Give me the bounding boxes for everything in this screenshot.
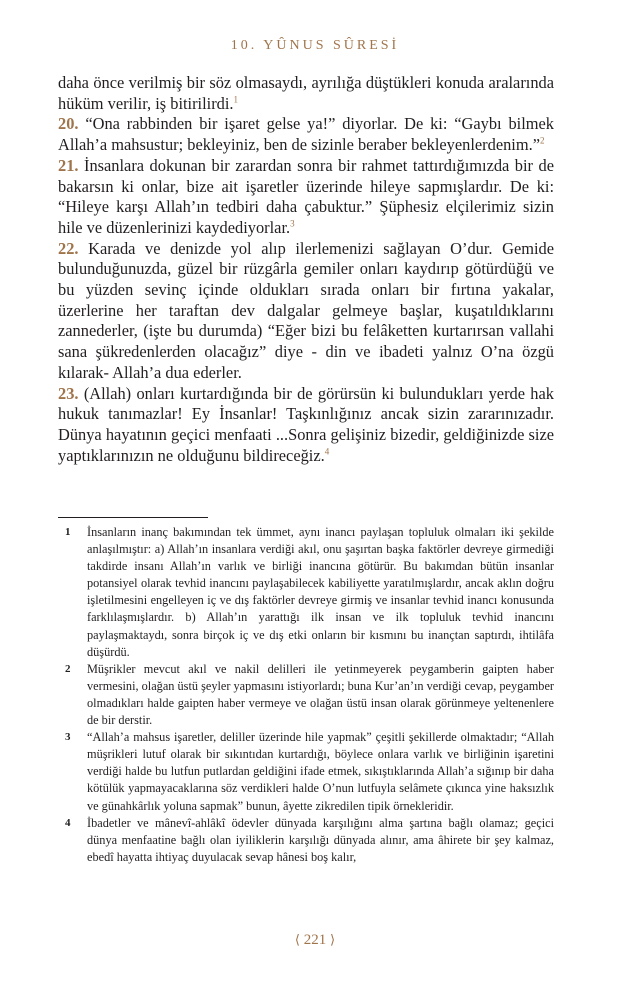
footnote-ref[interactable]: 1 bbox=[233, 94, 239, 105]
footnote-text: İnsanların inanç bakımından tek ümmet, aynı inancı paylaşan topluluk olmaları iki şekilde anlaşılmıştır: a) Allah’ın insanlara verdiği akıl, onu şaşırtan başka faktörler devreye girmediği takdirde insanı Allah’ın varlık ve birliği inancına götürür. Bu bakımdan bütün insanlar potansiyel olarak tevhid inancını paylaşabilecek kabiliyette yaratılmışlardır, ancak aklın doğru işletilmesini engelleyen iç ve dış faktörler devreye girmiş ve insanlar tevhid inancı konusunda farklılaşmışlardır. b) Allah’ın yarattığı ilk insan ve ilk topluluk tevhid inancını paylaşmaktaydı, sonra birçok iç ve dış etki onların bir kısmını bu inançtan saptırdı, ihtilâfa düşürdü. bbox=[87, 525, 554, 659]
page-number-footer bbox=[0, 932, 630, 949]
right-ornament-icon: ⟩ bbox=[330, 932, 336, 947]
verse-text: “Ona rabbinden bir işaret gelse ya!” diyorlar. De ki: “Gaybı bilmek Allah’a mahsustur; bekleyiniz, ben de sizinle beraber bekleyenlerdenim.” bbox=[58, 114, 554, 155]
footnote-ref[interactable]: 4 bbox=[324, 446, 330, 457]
footnote-text: “Allah’a mahsus işaretler, deliller üzerinde hile yapmak” çeşitli şekillerde olmaktadır; “Allah müşrikleri lutuf olarak bir sıkıntıdan kurtardığı, böylece onlara varlık ve birliğinin işaretini verdiği halde bu lutfun putlardan geldiğini ifade etmek, sıkıştıklarında Allah’a sığınıp bir daha kötülük yapmayacaklarına söz verdikleri halde O’nun lutfuyla selâmete çıkınca yine haksızlık ve günahkârlık yoluna sapmak” bunun, âyette zikredilen tipik örnekleridir. bbox=[87, 730, 554, 813]
footnote-number: 4 bbox=[65, 816, 71, 829]
verse-text: daha önce verilmiş bir söz olmasaydı, ayrılığa düştükleri konuda aralarında hüküm verilir, iş bitirilirdi. bbox=[58, 73, 554, 113]
footnote-ref[interactable]: 2 bbox=[539, 135, 545, 146]
footnote-3 bbox=[58, 729, 554, 814]
footnotes bbox=[58, 524, 554, 866]
running-header: 10. YÛNUS SÛRESİ bbox=[230, 38, 400, 53]
footnote-number: 2 bbox=[65, 662, 71, 675]
verse-22 bbox=[58, 239, 554, 384]
verse-number: 20. bbox=[58, 114, 79, 134]
footnote-text: İbadetler ve mânevî-ahlâkî ödevler dünyada karşılığını alma şartına bağlı olamaz; geçici dünya menfaatine bağlı olan iyiliklerin karşılığı dünyada alınır, ama âhirete bir şey kalmaz, ebedî hayatta ihtiyaç duyulacak sevap hânesi boş kalır, bbox=[87, 815, 554, 864]
footnote-1 bbox=[58, 524, 554, 661]
footnote-4 bbox=[58, 815, 554, 866]
verse-23 bbox=[58, 384, 554, 467]
footnote-ref[interactable]: 3 bbox=[290, 218, 295, 229]
verse-block bbox=[58, 73, 554, 466]
left-ornament-icon: ⟨ bbox=[294, 932, 300, 947]
footnote-number: 3 bbox=[65, 731, 71, 744]
verse-text: (Allah) onları kurtardığında bir de görürsün ki bulundukları yerde hak hukuk tanımazlar! Ey İnsanlar! Taşkınlığınız ancak sizin zararınızadır. Dünya hayatının geçici menfaati ...Sonra gelişiniz bizedir, geldiğinizde size yaptıklarınızın ne olduğunu bildireceğiz. bbox=[58, 383, 554, 465]
verse-text: Karada ve denizde yol alıp ilerlemenizi sağlayan O’dur. Gemide bulunduğunuzda, güzel bir rüzgârla gemiler onları kaydırıp götürdüğü ve bu yüzden sevinç içinde oldukları sırada onları bir fırtına yakalar, üzerlerine her taraftan dev dalgalar gelmeye başlar, kuşatıldıklarını zannederler, (işte bu durumda) “Eğer bizi bu felâketten kurtarırsan vallahi sana şükredenlerden olacağız” diye - din ve ibadeti yalnız O’na özgü kılarak- Allah’a dua ederler. bbox=[58, 238, 554, 382]
verse-text: İnsanlara dokunan bir zarardan sonra bir rahmet tattırdığımızda bir de bakarsın ki onlar, bize ait işaretler üzerinde hileye sapmışlardır. De ki: “Hileye karşı Allah’ın tedbiri daha çabuktur.” Şüphesiz elçilerimiz sizin hile ve düzenlerinizi kaydediyorlar. bbox=[58, 155, 554, 237]
verse-20 bbox=[58, 114, 554, 155]
verse-number: 23. bbox=[58, 383, 79, 403]
verse-number: 22. bbox=[58, 238, 79, 258]
footnote-2 bbox=[58, 661, 554, 729]
footnote-text: Müşrikler mevcut akıl ve nakil delilleri ile yetinmeyerek peygamberin gaipten haber vermesini, olağan üstü şeyler yapmasını istiyorlardı; buna Kur’an’ın verdiği cevap, peygamber olmadıkları halde gaipten haber vermeye ve olağan üstü insan olarak görünmeye yeltenenlere de bir derstir. bbox=[87, 661, 554, 728]
verse-continuation bbox=[58, 73, 554, 114]
footnote-number: 1 bbox=[65, 526, 71, 538]
verse-number: 21. bbox=[58, 155, 79, 175]
page-number: 221 bbox=[303, 932, 327, 948]
footnote-divider bbox=[58, 517, 208, 518]
verse-21 bbox=[58, 156, 554, 239]
